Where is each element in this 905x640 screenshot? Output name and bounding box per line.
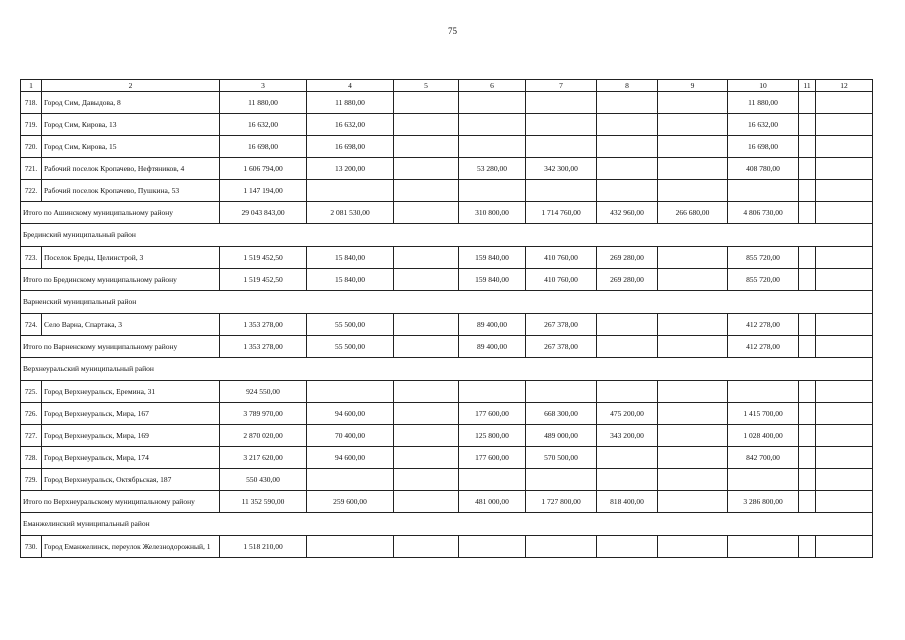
- address-cell: Рабочий поселок Кропачево, Нефтяников, 4: [42, 158, 220, 180]
- amount-cell: 16 698,00: [307, 136, 394, 158]
- amount-cell: [799, 269, 816, 291]
- amount-cell: [459, 536, 526, 558]
- total-label: Итого по Ашинскому муниципальному району: [21, 202, 220, 224]
- row-number: 721.: [21, 158, 42, 180]
- amount-cell: 159 840,00: [459, 269, 526, 291]
- amount-cell: [816, 425, 873, 447]
- amount-cell: [658, 469, 728, 491]
- column-header: 4: [307, 80, 394, 92]
- amount-cell: [394, 269, 459, 291]
- amount-cell: 89 400,00: [459, 336, 526, 358]
- column-header: 2: [42, 80, 220, 92]
- amount-cell: 1 727 800,00: [526, 491, 597, 513]
- amount-cell: [816, 202, 873, 224]
- amount-cell: [526, 114, 597, 136]
- amount-cell: 177 600,00: [459, 403, 526, 425]
- amount-cell: [597, 536, 658, 558]
- table-row: [21, 314, 873, 336]
- amount-cell: [816, 469, 873, 491]
- amount-cell: [728, 381, 799, 403]
- amount-cell: 267 378,00: [526, 336, 597, 358]
- amount-cell: 1 606 794,00: [220, 158, 307, 180]
- amount-cell: 342 300,00: [526, 158, 597, 180]
- table-row: [21, 381, 873, 403]
- amount-cell: 343 200,00: [597, 425, 658, 447]
- amount-cell: 310 800,00: [459, 202, 526, 224]
- amount-cell: [658, 114, 728, 136]
- column-header: 10: [728, 80, 799, 92]
- amount-cell: [658, 536, 728, 558]
- amount-cell: [816, 180, 873, 202]
- section-row: [21, 358, 873, 381]
- amount-cell: [658, 158, 728, 180]
- total-label: Итого по Брединскому муниципальному району: [21, 269, 220, 291]
- amount-cell: 1 519 452,50: [220, 269, 307, 291]
- amount-cell: [459, 114, 526, 136]
- amount-cell: [799, 469, 816, 491]
- amount-cell: [394, 114, 459, 136]
- amount-cell: [816, 403, 873, 425]
- amount-cell: [816, 269, 873, 291]
- column-header: 1: [21, 80, 42, 92]
- amount-cell: 412 278,00: [728, 314, 799, 336]
- amount-cell: [658, 136, 728, 158]
- amount-cell: [658, 336, 728, 358]
- row-number: 728.: [21, 447, 42, 469]
- amount-cell: [597, 180, 658, 202]
- section-title: Брединский муниципальный район: [21, 224, 873, 247]
- data-table: [20, 79, 873, 558]
- column-header: 8: [597, 80, 658, 92]
- amount-cell: 125 800,00: [459, 425, 526, 447]
- amount-cell: [394, 536, 459, 558]
- row-number: 719.: [21, 114, 42, 136]
- amount-cell: 1 353 278,00: [220, 314, 307, 336]
- address-cell: Город Верхнеуральск, Мира, 169: [42, 425, 220, 447]
- amount-cell: [459, 136, 526, 158]
- total-row: [21, 202, 873, 224]
- column-header: 12: [816, 80, 873, 92]
- amount-cell: 15 840,00: [307, 247, 394, 269]
- amount-cell: 16 632,00: [307, 114, 394, 136]
- column-header: 11: [799, 80, 816, 92]
- amount-cell: [459, 381, 526, 403]
- row-number: 729.: [21, 469, 42, 491]
- amount-cell: 70 400,00: [307, 425, 394, 447]
- amount-cell: [799, 403, 816, 425]
- amount-cell: 177 600,00: [459, 447, 526, 469]
- amount-cell: 2 870 020,00: [220, 425, 307, 447]
- amount-cell: 924 550,00: [220, 381, 307, 403]
- amount-cell: [816, 314, 873, 336]
- amount-cell: [597, 381, 658, 403]
- amount-cell: [526, 136, 597, 158]
- amount-cell: [307, 536, 394, 558]
- section-row: [21, 224, 873, 247]
- amount-cell: [459, 469, 526, 491]
- table-row: [21, 447, 873, 469]
- amount-cell: 89 400,00: [459, 314, 526, 336]
- address-cell: Село Варна, Спартака, 3: [42, 314, 220, 336]
- amount-cell: 481 000,00: [459, 491, 526, 513]
- amount-cell: [799, 202, 816, 224]
- amount-cell: [307, 180, 394, 202]
- amount-cell: [597, 158, 658, 180]
- amount-cell: 410 760,00: [526, 269, 597, 291]
- amount-cell: [658, 381, 728, 403]
- amount-cell: 29 043 843,00: [220, 202, 307, 224]
- table-row: [21, 469, 873, 491]
- amount-cell: [526, 469, 597, 491]
- amount-cell: 266 680,00: [658, 202, 728, 224]
- amount-cell: 3 217 620,00: [220, 447, 307, 469]
- table-row: [21, 425, 873, 447]
- amount-cell: 408 780,00: [728, 158, 799, 180]
- amount-cell: 855 720,00: [728, 269, 799, 291]
- amount-cell: [658, 403, 728, 425]
- amount-cell: [394, 425, 459, 447]
- amount-cell: [728, 469, 799, 491]
- amount-cell: [394, 469, 459, 491]
- amount-cell: [816, 92, 873, 114]
- amount-cell: 11 880,00: [728, 92, 799, 114]
- amount-cell: [816, 536, 873, 558]
- amount-cell: 267 378,00: [526, 314, 597, 336]
- table-row: [21, 114, 873, 136]
- amount-cell: [658, 425, 728, 447]
- table-row: [21, 403, 873, 425]
- amount-cell: [597, 314, 658, 336]
- address-cell: Город Сим, Давыдова, 8: [42, 92, 220, 114]
- amount-cell: 11 352 590,00: [220, 491, 307, 513]
- amount-cell: 842 700,00: [728, 447, 799, 469]
- address-cell: Город Еманжелинск, переулок Железнодорожный, 1: [42, 536, 220, 558]
- amount-cell: [394, 158, 459, 180]
- row-number: 727.: [21, 425, 42, 447]
- section-title: Верхнеуральский муниципальный район: [21, 358, 873, 381]
- amount-cell: [799, 158, 816, 180]
- address-cell: Поселок Бреды, Целинстрой, 3: [42, 247, 220, 269]
- amount-cell: [459, 92, 526, 114]
- table-row: [21, 92, 873, 114]
- table-row: [21, 247, 873, 269]
- amount-cell: 410 760,00: [526, 247, 597, 269]
- amount-cell: [394, 491, 459, 513]
- amount-cell: [597, 469, 658, 491]
- amount-cell: 55 500,00: [307, 314, 394, 336]
- amount-cell: 16 698,00: [220, 136, 307, 158]
- amount-cell: [816, 136, 873, 158]
- amount-cell: 53 280,00: [459, 158, 526, 180]
- amount-cell: 1 519 452,50: [220, 247, 307, 269]
- amount-cell: 16 698,00: [728, 136, 799, 158]
- amount-cell: [597, 336, 658, 358]
- amount-cell: 475 200,00: [597, 403, 658, 425]
- amount-cell: [394, 247, 459, 269]
- total-row: [21, 491, 873, 513]
- amount-cell: 269 280,00: [597, 247, 658, 269]
- amount-cell: 1 518 210,00: [220, 536, 307, 558]
- row-number: 726.: [21, 403, 42, 425]
- address-cell: Город Верхнеуральск, Мира, 167: [42, 403, 220, 425]
- amount-cell: [799, 92, 816, 114]
- amount-cell: [658, 314, 728, 336]
- amount-cell: [799, 447, 816, 469]
- amount-cell: [597, 447, 658, 469]
- amount-cell: 2 081 530,00: [307, 202, 394, 224]
- amount-cell: [799, 491, 816, 513]
- amount-cell: [394, 403, 459, 425]
- amount-cell: 855 720,00: [728, 247, 799, 269]
- address-cell: Рабочий поселок Кропачево, Пушкина, 53: [42, 180, 220, 202]
- total-label: Итого по Варненскому муниципальному району: [21, 336, 220, 358]
- row-number: 720.: [21, 136, 42, 158]
- amount-cell: [307, 469, 394, 491]
- amount-cell: 1 415 700,00: [728, 403, 799, 425]
- amount-cell: 159 840,00: [459, 247, 526, 269]
- amount-cell: [394, 202, 459, 224]
- amount-cell: 1 714 760,00: [526, 202, 597, 224]
- amount-cell: 11 880,00: [307, 92, 394, 114]
- amount-cell: [658, 247, 728, 269]
- section-title: Варненский муниципальный район: [21, 291, 873, 314]
- amount-cell: 16 632,00: [220, 114, 307, 136]
- amount-cell: 489 000,00: [526, 425, 597, 447]
- row-number: 718.: [21, 92, 42, 114]
- amount-cell: 668 300,00: [526, 403, 597, 425]
- amount-cell: 16 632,00: [728, 114, 799, 136]
- address-cell: Город Верхнеуральск, Мира, 174: [42, 447, 220, 469]
- amount-cell: [728, 536, 799, 558]
- amount-cell: [394, 314, 459, 336]
- total-row: [21, 269, 873, 291]
- amount-cell: [799, 381, 816, 403]
- address-cell: Город Верхнеуральск, Еремина, 31: [42, 381, 220, 403]
- table-row: [21, 158, 873, 180]
- amount-cell: [597, 92, 658, 114]
- total-row: [21, 336, 873, 358]
- amount-cell: 94 600,00: [307, 447, 394, 469]
- section-row: [21, 513, 873, 536]
- amount-cell: 818 400,00: [597, 491, 658, 513]
- amount-cell: 259 600,00: [307, 491, 394, 513]
- row-number: 724.: [21, 314, 42, 336]
- amount-cell: 412 278,00: [728, 336, 799, 358]
- amount-cell: 269 280,00: [597, 269, 658, 291]
- amount-cell: [816, 336, 873, 358]
- amount-cell: [816, 114, 873, 136]
- column-header: 7: [526, 80, 597, 92]
- amount-cell: [799, 425, 816, 447]
- amount-cell: [526, 536, 597, 558]
- page-number: 75: [448, 26, 457, 36]
- amount-cell: 1 028 400,00: [728, 425, 799, 447]
- amount-cell: 1 147 194,00: [220, 180, 307, 202]
- amount-cell: [799, 336, 816, 358]
- amount-cell: [728, 180, 799, 202]
- amount-cell: 4 806 730,00: [728, 202, 799, 224]
- amount-cell: [658, 269, 728, 291]
- amount-cell: [526, 92, 597, 114]
- row-number: 725.: [21, 381, 42, 403]
- amount-cell: 1 353 278,00: [220, 336, 307, 358]
- amount-cell: 570 500,00: [526, 447, 597, 469]
- amount-cell: [394, 447, 459, 469]
- column-header: 5: [394, 80, 459, 92]
- amount-cell: [597, 136, 658, 158]
- amount-cell: [799, 180, 816, 202]
- amount-cell: [799, 247, 816, 269]
- amount-cell: [307, 381, 394, 403]
- address-cell: Город Верхнеуральск, Октябрьская, 187: [42, 469, 220, 491]
- amount-cell: [394, 136, 459, 158]
- amount-cell: 94 600,00: [307, 403, 394, 425]
- amount-cell: 13 200,00: [307, 158, 394, 180]
- amount-cell: 15 840,00: [307, 269, 394, 291]
- table-row: [21, 180, 873, 202]
- amount-cell: [658, 447, 728, 469]
- column-header: 9: [658, 80, 728, 92]
- amount-cell: 432 960,00: [597, 202, 658, 224]
- amount-cell: [658, 180, 728, 202]
- amount-cell: [658, 92, 728, 114]
- amount-cell: 3 789 970,00: [220, 403, 307, 425]
- table-row: [21, 136, 873, 158]
- address-cell: Город Сим, Кирова, 13: [42, 114, 220, 136]
- column-header: 3: [220, 80, 307, 92]
- amount-cell: 11 880,00: [220, 92, 307, 114]
- amount-cell: [799, 536, 816, 558]
- amount-cell: [799, 114, 816, 136]
- amount-cell: [459, 180, 526, 202]
- column-header: 6: [459, 80, 526, 92]
- amount-cell: [799, 136, 816, 158]
- amount-cell: [526, 180, 597, 202]
- amount-cell: 550 430,00: [220, 469, 307, 491]
- amount-cell: [526, 381, 597, 403]
- section-title: Еманжелинский муниципальный район: [21, 513, 873, 536]
- row-number: 723.: [21, 247, 42, 269]
- table-row: [21, 536, 873, 558]
- row-number: 730.: [21, 536, 42, 558]
- header-row: [21, 80, 873, 92]
- amount-cell: [816, 447, 873, 469]
- amount-cell: [799, 314, 816, 336]
- amount-cell: [816, 381, 873, 403]
- amount-cell: [816, 247, 873, 269]
- amount-cell: [394, 336, 459, 358]
- amount-cell: [816, 158, 873, 180]
- total-label: Итого по Верхнеуральскому муниципальному району: [21, 491, 220, 513]
- amount-cell: 55 500,00: [307, 336, 394, 358]
- amount-cell: 3 286 800,00: [728, 491, 799, 513]
- address-cell: Город Сим, Кирова, 15: [42, 136, 220, 158]
- row-number: 722.: [21, 180, 42, 202]
- amount-cell: [394, 92, 459, 114]
- amount-cell: [394, 180, 459, 202]
- amount-cell: [658, 491, 728, 513]
- amount-cell: [597, 114, 658, 136]
- section-row: [21, 291, 873, 314]
- amount-cell: [394, 381, 459, 403]
- amount-cell: [816, 491, 873, 513]
